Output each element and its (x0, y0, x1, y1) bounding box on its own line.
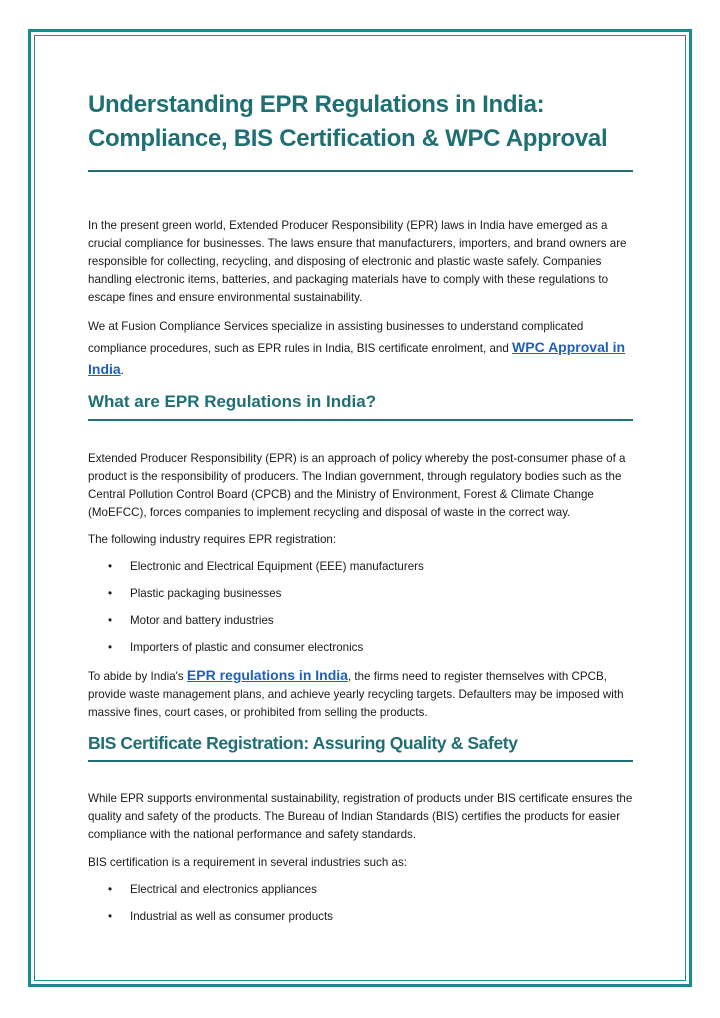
section-divider-epr (88, 419, 633, 421)
section-divider-bis (88, 760, 633, 762)
list-item-text: Importers of plastic and consumer electronics (130, 641, 364, 654)
intro-paragraph-2-end: . (120, 364, 124, 377)
list-item (88, 639, 633, 657)
bis-paragraph-1: While EPR supports environmental sustainability, registration of products under BIS certificate ensures the quality and safety of the products. The Bureau of Indian Standards (BIS) certifies the products for easier compliance with the national performance and safety standards. (88, 792, 633, 841)
epr-paragraph-2: The following industry requires EPR registration: (88, 533, 337, 546)
bis-industry-list (88, 881, 633, 926)
document-body (88, 88, 633, 935)
list-item-text: Electronic and Electrical Equipment (EEE) manufacturers (130, 560, 424, 573)
bullet-icon: • (108, 587, 113, 600)
page-title-line2: Compliance, BIS Certification & WPC Approval (88, 125, 608, 152)
list-item (88, 612, 633, 630)
page-title-line1: Understanding EPR Regulations in India: (88, 91, 545, 118)
bis-paragraph-2: BIS certification is a requirement in several industries such as: (88, 856, 407, 869)
epr-regulations-link[interactable]: EPR regulations in India (186, 667, 348, 683)
list-item (88, 881, 633, 899)
intro-paragraph-2 (88, 316, 633, 381)
bullet-icon: • (108, 560, 113, 573)
title-divider (88, 170, 633, 172)
bullet-icon: • (108, 641, 113, 654)
list-item-text: Electrical and electronics appliances (130, 883, 317, 896)
bullet-icon: • (108, 910, 113, 923)
bullet-icon: • (108, 614, 113, 627)
list-item (88, 585, 633, 603)
epr-paragraph-1: Extended Producer Responsibility (EPR) is an approach of policy whereby the post-consumer phase of a product is the responsibility of producers. The Indian government, through regulatory bodies such as the Central Pollution Control Board (CPCB) and the Ministry of Environment, Forest & Climate Change (MoEFCC), forces companies to implement recycling and disposal of waste in the correct way. (88, 452, 626, 519)
page-title (88, 88, 633, 156)
epr-paragraph-3 (88, 666, 633, 722)
list-item-text: Plastic packaging businesses (130, 587, 282, 600)
list-item (88, 908, 633, 926)
wpc-approval-link[interactable]: WPC Approval in India (88, 339, 626, 377)
list-item-text: Motor and battery industries (130, 614, 274, 627)
epr-paragraph-3-end: , the firms need to register themselves with CPCB, provide waste management plans, and achieve yearly recycling targets. Defaulters may be imposed with massive fines, court cases, or prohibited from selling the products. (88, 670, 624, 719)
intro-paragraph-2-text: We at Fusion Compliance Services specialize in assisting businesses to understand complicated compliance procedures, such as EPR rules in India, BIS certificate enrolment, and (88, 320, 584, 355)
epr-industry-list (88, 558, 633, 657)
list-item (88, 558, 633, 576)
section-heading-bis: BIS Certificate Registration: Assuring Quality & Safety (88, 733, 518, 753)
intro-paragraph-1: In the present green world, Extended Producer Responsibility (EPR) laws in India have emerged as a crucial compliance for businesses. The laws ensure that manufacturers, importers, and brand owners are responsible for collecting, recycling, and disposing of electronic and plastic waste safely. Companies handling electronic items, batteries, and packaging materials have to comply with these regulations to escape fines and ensure environmental sustainability. (88, 219, 627, 304)
epr-paragraph-3-text: To abide by India's (88, 670, 187, 683)
bullet-icon: • (108, 883, 113, 896)
list-item-text: Industrial as well as consumer products (130, 910, 333, 923)
section-heading-epr: What are EPR Regulations in India? (88, 392, 377, 411)
